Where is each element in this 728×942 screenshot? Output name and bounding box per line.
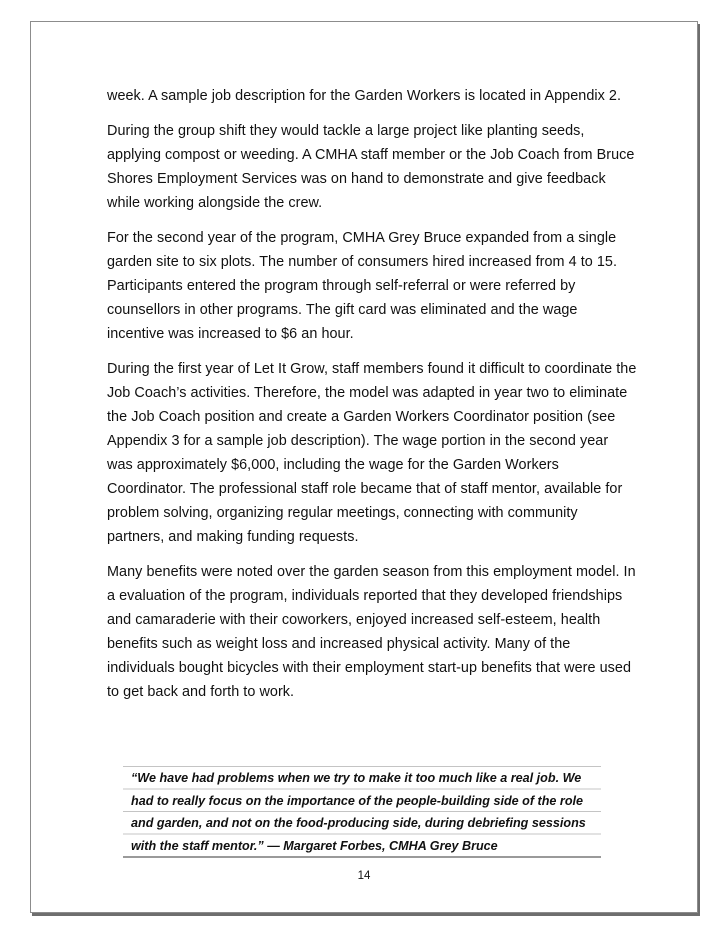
paragraph-benefits: Many benefits were noted over the garden season from this employment model. In a evaluation of the program, individuals reported that they developed friendships and camaraderie with their coworkers, enjoyed increased self-esteem, health benefits such as weight loss and increased physical activity. Many of the individuals bought bicycles with their employment start-up benefits that were used to get back and forth to work. xyxy=(107,564,636,700)
quote-text: “We have had problems when we try to make it too much like a real job. We had to really focus on the importance of the people-building side of the role and garden, and not on the food-producing side, during debriefing sessions with the staff mentor.” — Margaret Forbes, CMHA Grey Bruce xyxy=(123,767,601,857)
paragraph-job-coach: During the first year of Let It Grow, staff members found it difficult to coordinate the Job Coach’s activities. Therefore, the model was adapted in year two to eliminate the Job Coach position and create a Garden Workers Coordinator position (see Appendix 3 for a sample job description). The wage portion in the second year was approximately $6,000, including the wage for the Garden Workers Coordinator. The professional staff role became that of staff mentor, available for problem solving, organizing regular meetings, connecting with community partners, and making funding requests. xyxy=(107,361,637,545)
paragraph-appendix-2: week. A sample job description for the Garden Workers is located in Appendix 2. xyxy=(107,88,622,104)
pull-quote xyxy=(123,766,601,858)
paragraph-group-shift: During the group shift they would tackle a large project like planting seeds, applying compost or weeding. A CMHA staff member or the Job Coach from Bruce Shores Employment Services was on hand to demonstrate and give feedback while working alongside the crew. xyxy=(107,123,635,211)
page-number: 14 xyxy=(357,870,371,882)
paragraph-second-year: For the second year of the program, CMHA Grey Bruce expanded from a single garden site to six plots. The number of consumers hired increased from 4 to 15. Participants entered the program through self-referral or were referred by counsellors in other programs. The gift card was eliminated and the wage incentive was increased to $6 an hour. xyxy=(107,230,618,342)
document-body xyxy=(107,84,637,715)
